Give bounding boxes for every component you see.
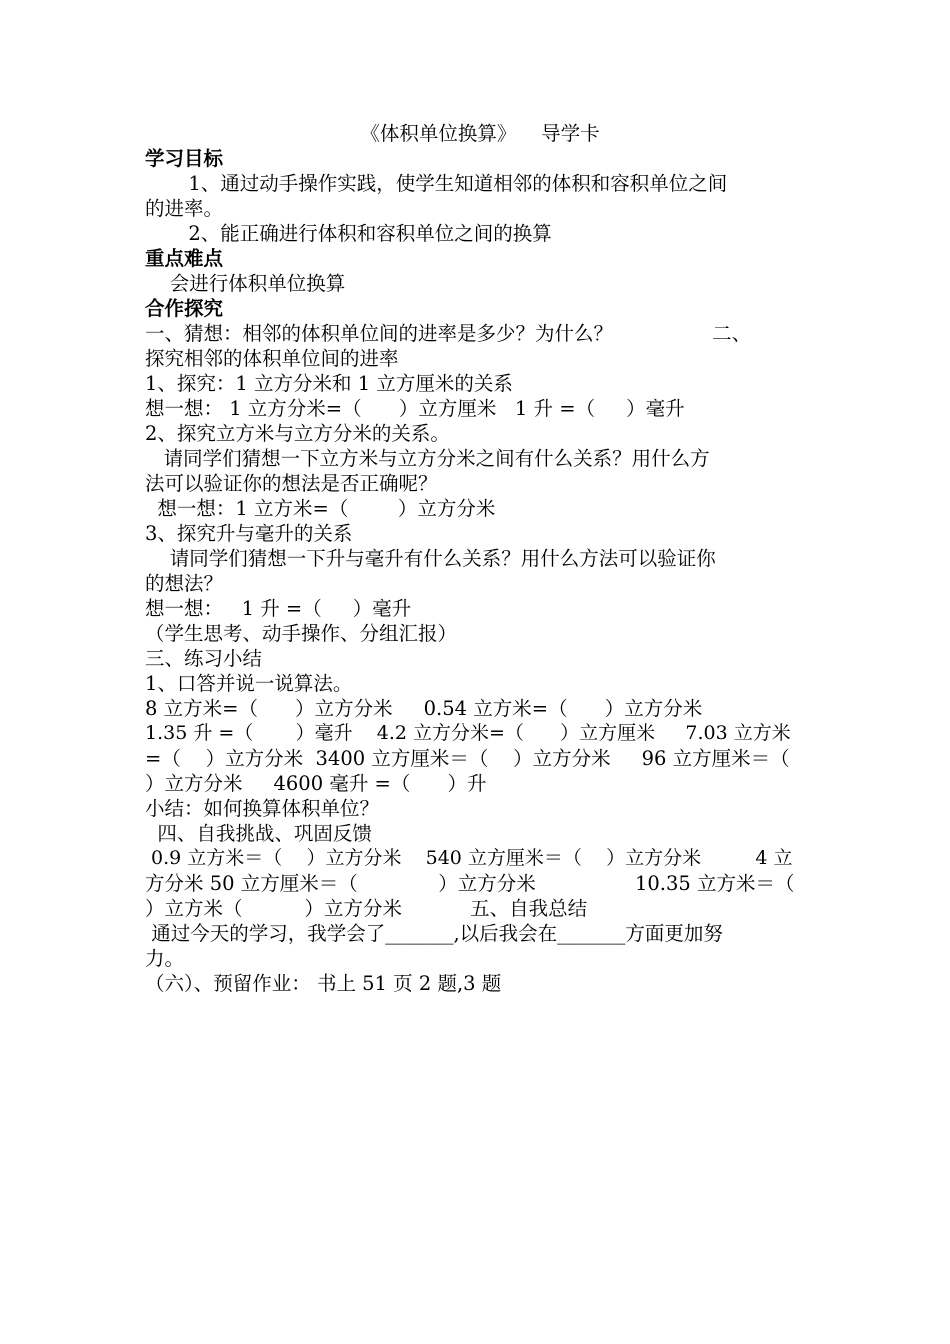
goal-1-line-2: 的进率。 (145, 197, 224, 220)
goal-2: 2、能正确进行体积和容积单位之间的换算 (145, 222, 552, 245)
document-body (145, 121, 807, 996)
text-line: 想一想：1 立方米=（ ）立方分米 (145, 497, 496, 520)
key-points-heading: 重点难点 (145, 247, 224, 270)
cooperative-inquiry-heading: 合作探究 (145, 297, 224, 320)
text-line: 1.35 升 =（ ）毫升 4.2 立方分米=（ ）立方厘米 7.03 立方米 (145, 722, 791, 744)
text-line: 请同学们猜想一下立方米与立方分米之间有什么关系？用什么方 (145, 447, 710, 470)
text-line: 力。 (145, 947, 185, 970)
text-line: 8 立方米=（ ）立方分米 0.54 立方米=（ ）立方分米 (145, 697, 703, 720)
text-line: 1、探究：1 立方分米和 1 立方厘米的关系 (145, 372, 513, 395)
text-line: =（ ）立方分米 3400 立方厘米＝（ ）立方分米 96 立方厘米＝（ (145, 747, 790, 770)
text-line: 方分米 50 立方厘米＝（ ）立方分米 10.35 立方米＝（ (145, 872, 795, 895)
text-line: 0.9 立方米＝（ ）立方分米 540 立方厘米＝（ ）立方分米 4 立 (145, 847, 793, 869)
text-line: 3、探究升与毫升的关系 (145, 522, 353, 545)
text-line: 探究相邻的体积单位间的进率 (145, 347, 399, 370)
text-line: 2、探究立方米与立方分米的关系。 (145, 422, 450, 445)
text-line: 想一想： 1 升 =（ ）毫升 (145, 597, 412, 620)
text-line: 法可以验证你的想法是否正确呢？ (145, 472, 438, 495)
text-line: 四、自我挑战、巩固反馈 (145, 822, 372, 845)
text-line: 小结：如何换算体积单位？ (145, 797, 380, 820)
text-line: 一、猜想：相邻的体积单位间的进率是多少？为什么？ 二、 (145, 322, 752, 345)
text-line: 通过今天的学习，我学会了_______,以后我会在_______方面更加努 (145, 922, 723, 945)
goals-heading: 学习目标 (145, 147, 224, 170)
text-line: 的想法？ (145, 572, 224, 595)
document-title: 《体积单位换算》 导学卡 (360, 122, 600, 145)
key-points-text: 会进行体积单位换算 (145, 272, 346, 295)
text-line: 想一想： 1 立方分米=（ ）立方厘米 1 升 =（ ）毫升 (145, 397, 685, 420)
goal-1-line-1: 1、通过动手操作实践，使学生知道相邻的体积和容积单位之间 (145, 172, 728, 195)
text-line: 请同学们猜想一下升与毫升有什么关系？用什么方法可以验证你 (145, 547, 716, 570)
text-line: ）立方米（ ）立方分米 五、自我总结 (145, 897, 588, 920)
text-line: 三、练习小结 (145, 647, 263, 670)
text-line: （学生思考、动手操作、分组汇报） (145, 622, 458, 645)
text-line: （六）、预留作业： 书上 51 页 2 题,3 题 (145, 972, 502, 995)
text-line: 1、口答并说一说算法。 (145, 672, 353, 695)
text-line: ）立方分米 4600 毫升 =（ ）升 (145, 772, 487, 795)
